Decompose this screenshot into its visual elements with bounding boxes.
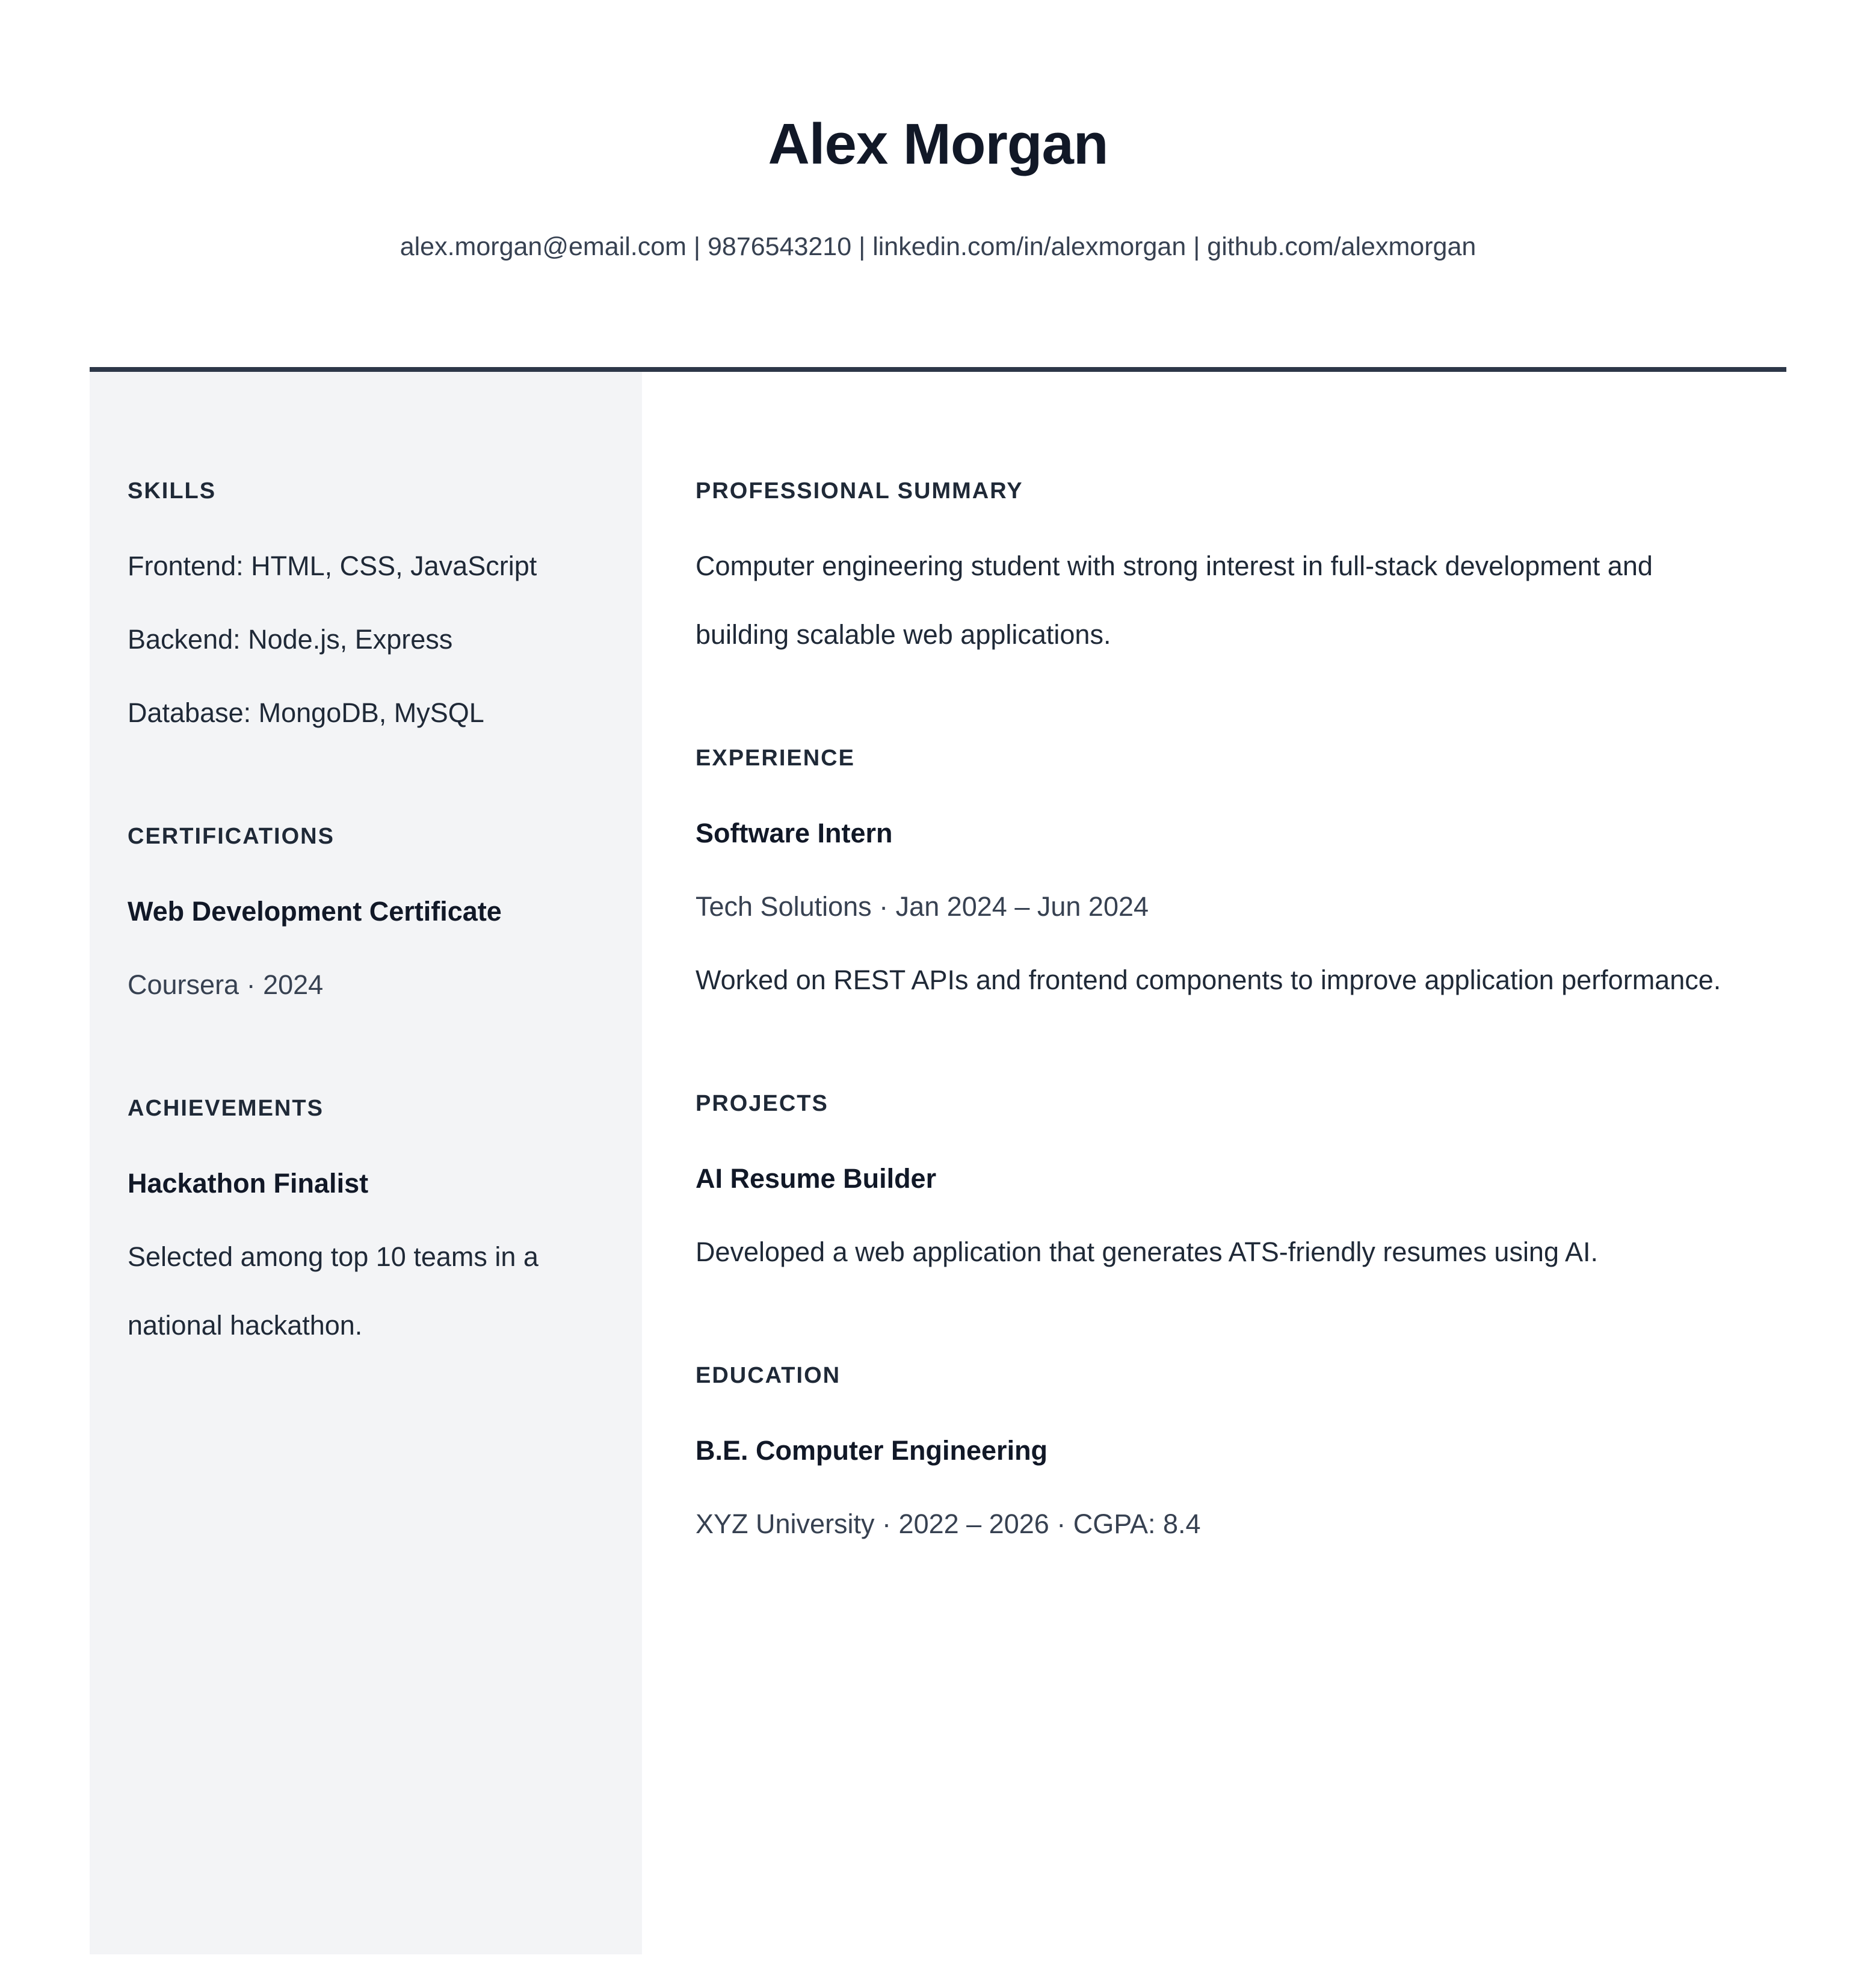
skill-item-database: Database: MongoDB, MySQL	[128, 697, 484, 728]
certification-meta: Coursera · 2024	[128, 969, 324, 1000]
section-title-education: EDUCATION	[696, 1363, 841, 1388]
section-title-achievements: ACHIEVEMENTS	[128, 1096, 324, 1121]
header-divider	[90, 367, 1786, 372]
section-title-professional-summary: PROFESSIONAL SUMMARY	[696, 478, 1023, 504]
section-experience	[696, 741, 1736, 1014]
resume-page	[90, 0, 1786, 1954]
certification-name: Web Development Certificate	[128, 896, 502, 927]
project-name: AI Resume Builder	[696, 1163, 937, 1194]
summary-text: Computer engineering student with strong interest in full-stack development and building scalable web applications.	[696, 551, 1653, 650]
experience-role: Software Intern	[696, 818, 893, 848]
resume-header	[90, 0, 1786, 265]
achievement-name: Hackathon Finalist	[128, 1168, 369, 1199]
experience-description: Worked on REST APIs and frontend components to improve application performance.	[696, 965, 1721, 995]
sidebar	[90, 372, 642, 1954]
section-title-experience: EXPERIENCE	[696, 746, 855, 771]
skill-item-frontend: Frontend: HTML, CSS, JavaScript	[128, 551, 537, 581]
section-certifications	[128, 820, 604, 1019]
section-title-certifications: CERTIFICATIONS	[128, 824, 335, 849]
candidate-name: Alex Morgan	[768, 112, 1108, 176]
section-professional-summary	[696, 474, 1736, 669]
section-education	[696, 1359, 1736, 1558]
main-column	[696, 372, 1736, 1954]
section-projects	[696, 1087, 1736, 1286]
section-achievements	[128, 1092, 604, 1360]
section-skills	[128, 474, 604, 747]
project-description: Developed a web application that generates ATS-friendly resumes using AI.	[696, 1237, 1599, 1267]
section-title-projects: PROJECTS	[696, 1091, 828, 1116]
education-degree: B.E. Computer Engineering	[696, 1435, 1048, 1466]
achievement-description: Selected among top 10 teams in a national hackathon.	[128, 1241, 538, 1341]
skill-item-backend: Backend: Node.js, Express	[128, 624, 453, 655]
experience-meta: Tech Solutions · Jan 2024 – Jun 2024	[696, 891, 1149, 922]
education-meta: XYZ University · 2022 – 2026 · CGPA: 8.4	[696, 1509, 1201, 1539]
contact-line: alex.morgan@email.com | 9876543210 | linkedin.com/in/alexmorgan | github.com/alexmorgan	[400, 232, 1476, 261]
section-title-skills: SKILLS	[128, 478, 217, 504]
resume-body	[90, 372, 1786, 1954]
